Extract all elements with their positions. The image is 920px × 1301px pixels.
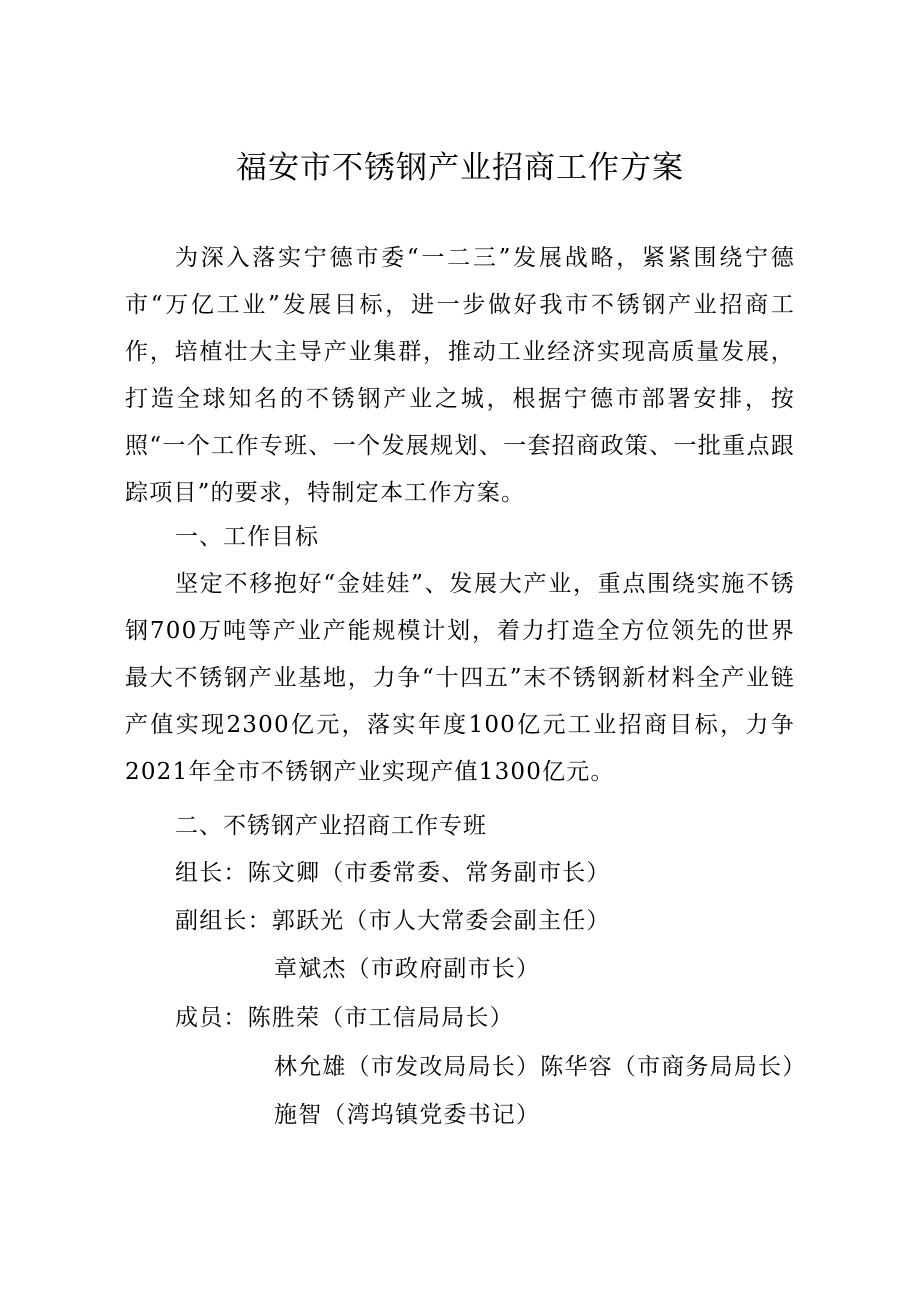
task-force-leader: 组长：陈文卿（市委常委、常务副市长） [175,860,611,886]
task-force-deputy-leader: 副组长：郭跃光（市人大常委会副主任） [175,908,611,934]
document-title: 福安市不锈钢产业招商工作方案 [236,150,684,186]
goals-paragraph: 坚定不移抱好“金娃娃”、发展大产业，重点围绕实施不锈钢700万吨等产业产能规模计划，着力打造全方位领先的世界最大不锈钢产业基地，力争“十四五”末不锈钢新材料全产业链产值实现2300亿元，落实年度100亿元工业招商目标，力争2021年全市不锈钢产业实现产值1300亿元。 [125,571,795,785]
task-force-member-line: 施智（湾坞镇党委书记） [274,1102,541,1128]
task-force-members: 成员：陈胜荣（市工信局局长） [175,1005,514,1031]
task-force-deputy-leader-2: 章斌杰（市政府副市长） [274,956,541,982]
section-heading-goals: 一、工作目标 [175,524,319,550]
task-force-member-line: 林允雄（市发改局局长）陈华容（市商务局局长） [274,1054,807,1080]
intro-paragraph: 为深入落实宁德市委“一二三”发展战略，紧紧围绕宁德市“万亿工业”发展目标，进一步做好我市不锈钢产业招商工作，培植壮大主导产业集群，推动工业经济实现高质量发展，打造全球知名的不锈钢产业之城，根据宁德市部署安排，按照“一个工作专班、一个发展规划、一套招商政策、一批重点跟踪项目”的要求，特制定本工作方案。 [125,245,795,506]
section-heading-task-force: 二、不锈钢产业招商工作专班 [175,813,487,839]
